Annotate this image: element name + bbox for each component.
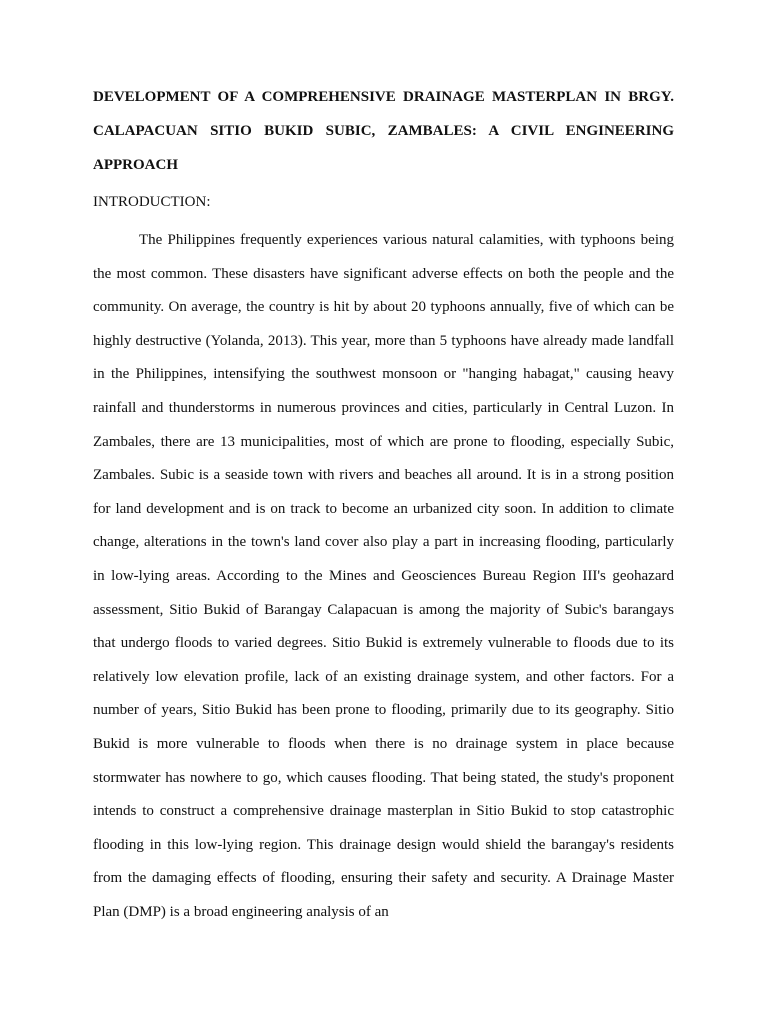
document-title: DEVELOPMENT OF A COMPREHENSIVE DRAINAGE MASTERPLAN IN BRGY. CALAPACUAN SITIO BUKID SUBIC, ZAMBALES: A CIVIL ENGINEERING APPROACH [93,89,674,173]
body-paragraph: The Philippines frequently experiences various natural calamities, with typhoons being the most common. These disasters have significant adverse effects on both the people and the community. On average, the country is hit by about 20 typhoons annually, five of which can be highly destructive (Yolanda, 2013). This year, more than 5 typhoons have already made landfall in the Philippines, intensifying the southwest monsoon or "hanging habagat," causing heavy rainfall and thunderstorms in numerous provinces and cities, particularly in Central Luzon. In Zambales, there are 13 municipalities, most of which are prone to flooding, especially Subic, Zambales. Subic is a seaside town with rivers and beaches all around. It is in a strong position for land development and is on track to become an urbanized city soon. In addition to climate change, alterations in the town's land cover also play a part in increasing flooding, particularly in low-lying areas. According to the Mines and Geosciences Bureau Region III's geohazard assessment, Sitio Bukid of Barangay Calapacuan is among the majority of Subic's barangays that undergo floods to varied degrees. Sitio Bukid is extremely vulnerable to floods due to its relatively low elevation profile, lack of an existing drainage system, and other factors. For a number of years, Sitio Bukid has been prone to flooding, primarily due to its geography. Sitio Bukid is more vulnerable to floods when there is no drainage system in place because stormwater has nowhere to go, which causes flooding. That being stated, the study's proponent intends to construct a comprehensive drainage masterplan in Sitio Bukid to stop catastrophic flooding in this low-lying region. This drainage design would shield the barangay's residents from the damaging effects of flooding, ensuring their safety and security. A Drainage Master Plan (DMP) is a broad engineering analysis of an [93,232,674,920]
section-heading-introduction: INTRODUCTION: [93,194,211,210]
document-page [93,80,674,929]
